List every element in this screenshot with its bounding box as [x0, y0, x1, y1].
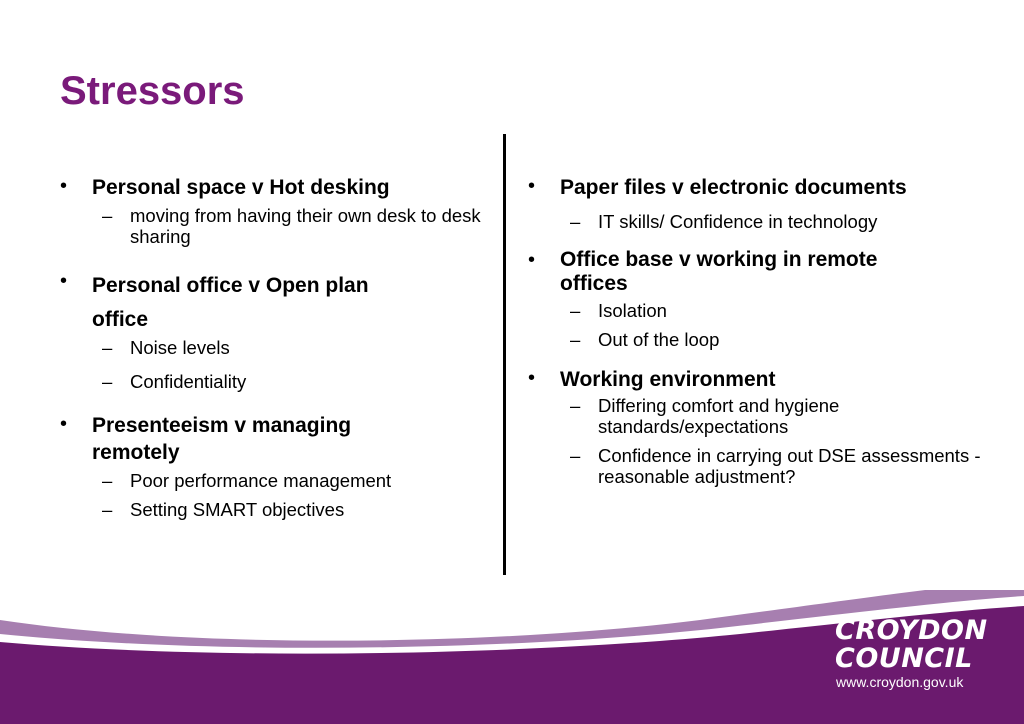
bullet-glyph: •: [528, 175, 536, 197]
sub-item-text: IT skills/ Confidence in technology: [598, 211, 878, 232]
sub-item-text: Differing comfort and hygiene standards/expectations: [598, 395, 840, 437]
dash-glyph: –: [570, 329, 581, 350]
logo-line-2: COUNCIL: [835, 643, 973, 674]
slide-title: Stressors: [60, 69, 245, 113]
dash-glyph: –: [570, 211, 581, 232]
sub-item-text: Out of the loop: [598, 329, 720, 350]
sub-list: [560, 300, 1008, 350]
bullet-item: [528, 366, 1008, 487]
bullet-item: [60, 412, 490, 520]
bullet-heading: Personal space v Hot desking: [92, 176, 390, 199]
bullet-heading: Personal office v Open plan office: [92, 274, 369, 331]
sub-list: [92, 337, 490, 392]
bullet-glyph: •: [60, 175, 68, 197]
sub-item-text: moving from having their own desk to desk sharing: [130, 205, 481, 247]
sub-list: [92, 205, 490, 247]
bullet-heading: Working environment: [560, 368, 776, 391]
column-divider: [503, 134, 506, 575]
sub-item: [92, 470, 490, 491]
sub-item: [92, 371, 490, 392]
bullet-item: [528, 174, 1008, 232]
left-column: [60, 174, 490, 534]
bullet-glyph: •: [528, 367, 536, 389]
dash-glyph: –: [102, 499, 113, 520]
bullet-item: [60, 174, 490, 247]
sub-item: [560, 211, 1008, 232]
bullet-heading: Paper files v electronic documents: [560, 176, 907, 199]
sub-item: [560, 445, 1008, 487]
bullet-heading: Presenteeism v managing remotely: [92, 414, 352, 464]
dash-glyph: –: [570, 395, 581, 416]
dash-glyph: –: [102, 205, 113, 226]
sub-item: [560, 329, 1008, 350]
sub-list: [92, 470, 490, 520]
bullet-glyph: •: [528, 249, 536, 271]
footer-url: www.croydon.gov.uk: [836, 674, 964, 690]
bullet-item: [528, 248, 1008, 350]
sub-item: [560, 300, 1008, 321]
logo-line-1: CROYDON: [835, 615, 988, 646]
sub-item-text: Noise levels: [130, 337, 230, 358]
dash-glyph: –: [102, 371, 113, 392]
sub-item-text: Confidence in carrying out DSE assessments - reasonable adjustment?: [598, 445, 981, 487]
bullet-item: [60, 269, 490, 392]
sub-item: [92, 205, 490, 247]
sub-item-text: Confidentiality: [130, 371, 247, 392]
sub-item-text: Setting SMART objectives: [130, 499, 345, 520]
sub-item: [92, 337, 490, 358]
sub-list: [560, 395, 1008, 487]
dash-glyph: –: [102, 470, 113, 491]
bullet-glyph: •: [60, 413, 68, 435]
dash-glyph: –: [570, 445, 581, 466]
right-column: [528, 174, 1008, 501]
sub-list: [560, 211, 1008, 232]
bullet-heading: Office base v working in remote offices: [560, 248, 878, 295]
sub-item: [560, 395, 1008, 437]
sub-item-text: Isolation: [598, 300, 667, 321]
sub-item-text: Poor performance management: [130, 470, 392, 491]
sub-item: [92, 499, 490, 520]
dash-glyph: –: [102, 337, 113, 358]
bullet-glyph: •: [60, 270, 68, 292]
dash-glyph: –: [570, 300, 581, 321]
croydon-council-logo: [835, 617, 988, 673]
